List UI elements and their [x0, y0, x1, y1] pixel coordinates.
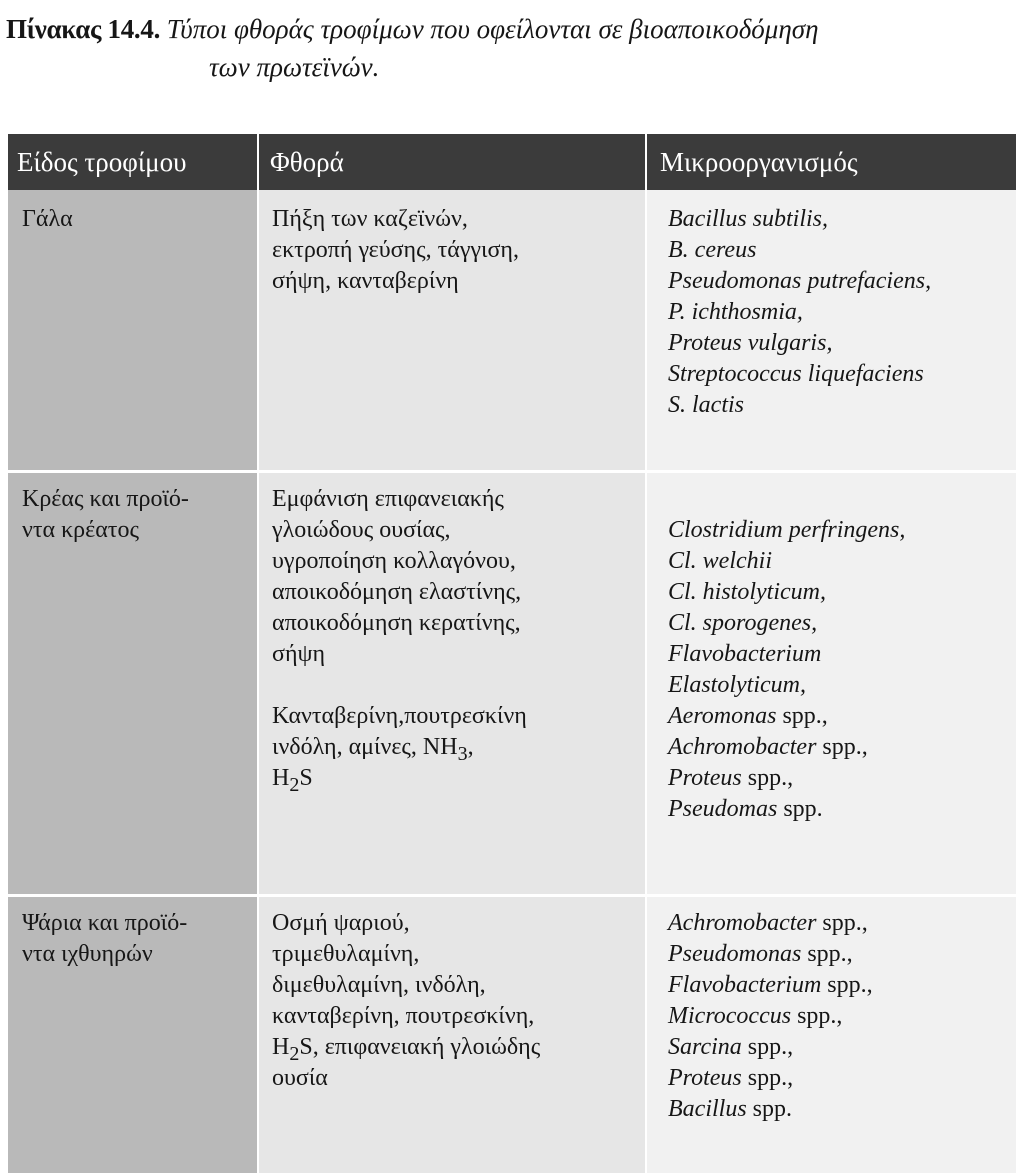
text-fragment: H [272, 765, 290, 791]
microorganism [668, 297, 931, 328]
spoilage-line: τριμεθυλαμίνη, [272, 941, 420, 967]
column-divider [257, 134, 259, 1173]
species-name: Streptococcus liquefaciens [668, 361, 924, 387]
species-suffix: spp., [741, 765, 794, 791]
species-name: B. cereus [668, 237, 757, 263]
microorganism [668, 235, 931, 266]
text-fragment: , [467, 734, 474, 760]
table-header-row [8, 134, 1016, 190]
species-name: Clostridium perfringens, [668, 517, 906, 543]
text-fragment: H [272, 1034, 290, 1060]
spoilage-line [272, 763, 527, 794]
species-suffix: spp., [801, 941, 853, 967]
spoilage-line: Κανταβερίνη,πουτρεσκίνη [272, 703, 527, 729]
spoilage-line: σήψη, κανταβερίνη [272, 268, 459, 294]
column-divider [645, 134, 647, 1173]
species-name: Pseudomas [668, 796, 778, 822]
microorganism [668, 763, 905, 794]
species-suffix: spp., [741, 1065, 794, 1091]
microorganism [668, 1063, 873, 1094]
spoilage-line: Οσμή ψαριού, [272, 910, 410, 936]
row-meat-food [22, 484, 189, 546]
spoilage-line: αποικοδόμηση κερατίνης, [272, 610, 521, 636]
food-line: ντα κρέατος [22, 517, 139, 543]
microorganism [668, 939, 873, 970]
food-line: ντα ιχθυηρών [22, 941, 153, 967]
species-name: Cl. sporogenes, [668, 610, 818, 636]
spoilage-line: Πήξη των καζεϊνών, [272, 206, 468, 232]
microorganism [668, 204, 931, 235]
species-suffix: spp., [791, 1003, 843, 1029]
spoilage-line: γλοιώδους ουσίας, [272, 517, 451, 543]
food-line: Κρέας και προϊό- [22, 486, 189, 512]
text-fragment: S [299, 765, 313, 791]
microorganism [668, 639, 905, 670]
row-fish-microorganisms [668, 908, 873, 1125]
food-line: Γάλα [22, 206, 73, 232]
species-name: Pseudomonas [668, 941, 802, 967]
row-divider [8, 470, 1016, 473]
text-fragment: S, επιφανειακή γλοιώδης [299, 1034, 541, 1060]
spoilage-line: διμεθυλαμίνη, ινδόλη, [272, 972, 486, 998]
microorganism [668, 266, 931, 297]
species-name: Micrococcus [668, 1003, 792, 1029]
microorganism [668, 328, 931, 359]
header-food: Είδος τροφίμου [17, 147, 187, 177]
species-suffix: spp., [821, 972, 873, 998]
species-name: Proteus vulgaris, [668, 330, 833, 356]
row-meat-spoilage [272, 484, 527, 794]
spoilage-line [272, 1032, 540, 1063]
species-name: Achromobacter [668, 910, 817, 936]
spacer [272, 670, 527, 701]
species-name: Proteus [668, 1065, 742, 1091]
species-name: Elastolyticum, [668, 672, 806, 698]
microorganism [668, 908, 873, 939]
microorganism [668, 390, 931, 421]
spoilage-line: σήψη [272, 641, 326, 667]
row-milk-microorganisms [668, 204, 931, 421]
microorganism [668, 1094, 873, 1125]
table-caption [6, 10, 1016, 82]
species-suffix: spp., [741, 1034, 794, 1060]
species-name: Bacillus subtilis, [668, 206, 829, 232]
species-suffix: spp., [776, 703, 828, 729]
subscript: 2 [289, 1042, 300, 1065]
microorganism [668, 608, 905, 639]
species-name: Flavobacterium [668, 972, 822, 998]
caption-text-line1: Τύποι φθοράς τροφίμων που οφείλονται σε βιοαποικοδόμηση [166, 14, 819, 44]
species-name: P. ichthosmia, [668, 299, 803, 325]
spoilage-line: κανταβερίνη, πουτρεσκίνη, [272, 1003, 535, 1029]
species-suffix: spp., [816, 910, 868, 936]
spoilage-line: αποικοδόμηση ελαστίνης, [272, 579, 522, 605]
species-name: Achromobacter [668, 734, 817, 760]
species-name: Pseudomonas putrefaciens, [668, 268, 932, 294]
microorganism [668, 970, 873, 1001]
species-suffix: spp. [777, 796, 823, 822]
row-meat-microorganisms [668, 515, 905, 825]
spoilage-table [8, 134, 1016, 1173]
caption-text-line2: των πρωτεϊνών. [209, 52, 380, 82]
food-column-background [8, 134, 257, 1173]
species-name: Flavobacterium [668, 641, 822, 667]
food-line: Ψάρια και προϊό- [22, 910, 188, 936]
microorganism [668, 1001, 873, 1032]
spoilage-line [272, 732, 527, 763]
species-suffix: spp., [816, 734, 868, 760]
microorganism [668, 515, 905, 546]
subscript: 2 [289, 773, 300, 796]
microorganism [668, 577, 905, 608]
species-name: Proteus [668, 765, 742, 791]
caption-label: Πίνακας 14.4. [6, 14, 161, 44]
microorganism [668, 359, 931, 390]
species-name: Cl. histolyticum, [668, 579, 826, 605]
microorganism [668, 670, 905, 701]
subscript: 3 [457, 742, 468, 765]
species-name: Cl. welchii [668, 548, 772, 574]
header-microorganism: Μικροοργανισμός [660, 147, 858, 177]
species-name: Aeromonas [668, 703, 777, 729]
text-fragment: ινδόλη, αμίνες, NH [272, 734, 458, 760]
microorganism [668, 546, 905, 577]
row-divider [8, 894, 1016, 897]
spoilage-line: ουσία [272, 1065, 328, 1091]
row-milk-spoilage [272, 204, 519, 297]
row-fish-food [22, 908, 187, 970]
species-name: Sarcina [668, 1034, 742, 1060]
microorganism [668, 701, 905, 732]
species-suffix: spp. [746, 1096, 792, 1122]
spoilage-line: εκτροπή γεύσης, τάγγιση, [272, 237, 519, 263]
header-spoilage: Φθορά [270, 147, 344, 177]
species-name: S. lactis [668, 392, 744, 418]
row-fish-spoilage [272, 908, 540, 1094]
microorganism [668, 1032, 873, 1063]
microorganism [668, 794, 905, 825]
spoilage-line: υγροποίηση κολλαγόνου, [272, 548, 516, 574]
microorganism [668, 732, 905, 763]
spoilage-line: Εμφάνιση επιφανειακής [272, 486, 504, 512]
species-name: Bacillus [668, 1096, 747, 1122]
row-milk-food [22, 204, 73, 235]
